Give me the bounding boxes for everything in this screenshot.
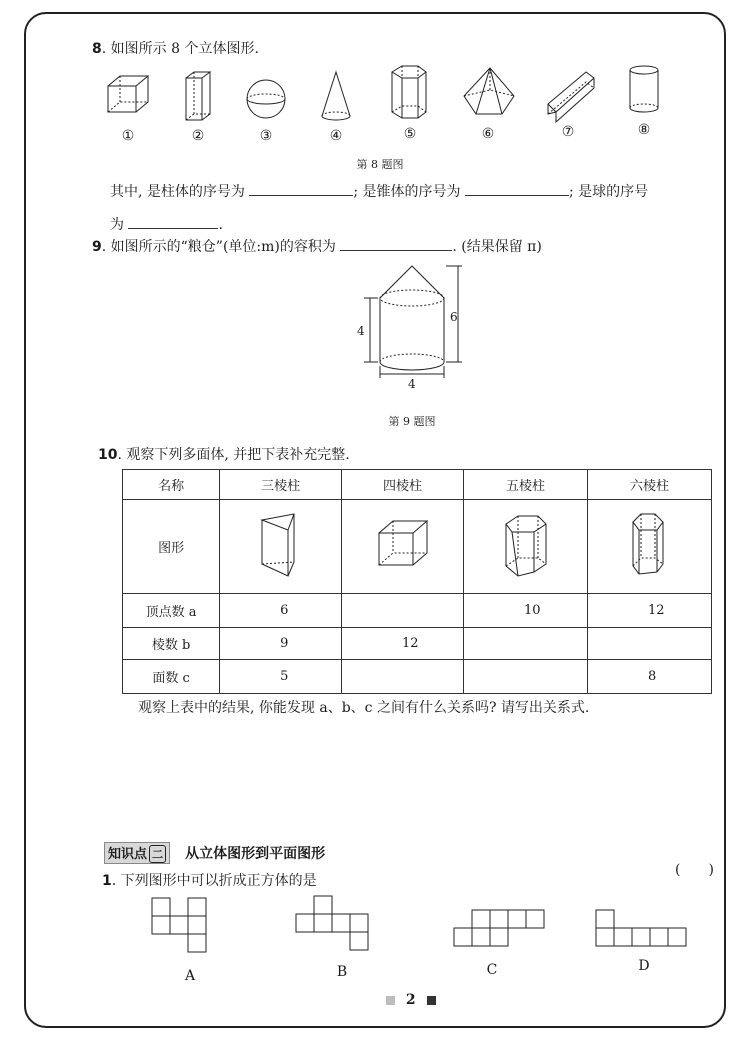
footer-square-left [386, 996, 395, 1005]
q1-answer-paren[interactable]: ( ) [675, 862, 714, 878]
net-option-d [596, 910, 686, 946]
option-label-a[interactable]: A [184, 968, 196, 984]
solid-tall-prism [186, 72, 210, 120]
section-heading [104, 842, 325, 864]
cell-blank[interactable] [588, 628, 712, 660]
table-figure-row [123, 500, 712, 594]
q9-number: 9 [92, 239, 102, 255]
row-label-faces: 面数 c [123, 660, 220, 694]
cell-blank[interactable] [464, 628, 588, 660]
solid-label-7: ⑦ [561, 124, 575, 140]
dim-bottom: 4 [408, 377, 416, 391]
figure-quad-prism [342, 500, 464, 594]
table-row [123, 594, 712, 628]
q8-caption: 第 8 题图 [356, 158, 404, 171]
section-badge: 知识点 二 [104, 842, 170, 864]
header-name: 名称 [123, 470, 220, 500]
solid-label-6: ⑥ [481, 126, 495, 142]
answer-blank-sphere[interactable] [128, 227, 218, 229]
header-penta-prism: 五棱柱 [464, 470, 588, 500]
q1-number: 1 [102, 873, 112, 889]
q9-caption: 第 9 题图 [388, 415, 436, 428]
solid-pyramid [464, 68, 514, 114]
solid-tri-prism [548, 72, 594, 122]
q8-answer-line2: 为 . [110, 217, 223, 233]
option-label-d[interactable]: D [638, 958, 650, 974]
cube-nets [150, 896, 710, 958]
dim-right: 6 [450, 310, 458, 324]
cell: 10 [464, 594, 588, 628]
q9-title: 9. 如图所示的“粮仓”(单位:m)的容积为 . (结果保留 π) [92, 239, 542, 255]
q8-answer-line1: 其中, 是柱体的序号为 ; 是锥体的序号为 ; 是球的序号 [110, 184, 649, 200]
granary-figure [356, 262, 476, 402]
answer-blank-volume[interactable] [340, 249, 452, 251]
header-quad-prism: 四棱柱 [342, 470, 464, 500]
solid-cone [322, 72, 350, 120]
cell: 5 [220, 660, 342, 694]
hexa-prism-icon [625, 510, 675, 580]
row-label-figure: 图形 [123, 500, 220, 594]
net-option-b [296, 896, 368, 950]
table-header-row [123, 470, 712, 500]
solid-label-5: ⑤ [403, 126, 417, 142]
table-row [123, 660, 712, 694]
section-badge-number: 二 [149, 845, 166, 863]
q1-title: 1. 下列图形中可以折成正方体的是 [102, 873, 317, 889]
cell-blank[interactable] [464, 660, 588, 694]
option-label-b[interactable]: B [336, 964, 348, 980]
table-row [123, 628, 712, 660]
figure-tri-prism [220, 500, 342, 594]
q8-solids [100, 64, 700, 124]
cell-blank[interactable] [342, 594, 464, 628]
row-label-edges: 棱数 b [123, 628, 220, 660]
polyhedra-table [122, 469, 712, 694]
cell: 6 [220, 594, 342, 628]
q10-title: 10. 观察下列多面体, 并把下表补充完整. [98, 447, 350, 463]
q10-number: 10 [98, 447, 118, 463]
tri-prism-icon [256, 510, 306, 580]
q8-title [92, 38, 259, 58]
cell-blank[interactable] [342, 660, 464, 694]
header-tri-prism: 三棱柱 [220, 470, 342, 500]
solid-cylinder [630, 66, 658, 112]
row-label-vertices: 顶点数 a [123, 594, 220, 628]
dim-left: 4 [357, 324, 365, 338]
solid-label-4: ④ [329, 128, 343, 144]
solid-sphere [247, 80, 285, 118]
option-label-c[interactable]: C [486, 962, 498, 978]
solid-label-8: ⑧ [637, 122, 651, 138]
solid-label-1: ① [121, 128, 135, 144]
header-hexa-prism: 六棱柱 [588, 470, 712, 500]
section-title: 从立体图形到平面图形 [185, 846, 326, 862]
figure-penta-prism [464, 500, 588, 594]
quad-prism-icon [373, 515, 433, 575]
solid-label-2: ② [191, 128, 205, 144]
q8-number: 8 [92, 41, 102, 57]
solid-label-3: ③ [259, 128, 273, 144]
cell: 12 [342, 628, 464, 660]
answer-blank-pyramid[interactable] [465, 194, 569, 196]
penta-prism-icon [496, 510, 556, 580]
net-option-a [152, 898, 206, 952]
cell: 12 [588, 594, 712, 628]
footer-square-right [427, 996, 436, 1005]
solid-cube [108, 76, 148, 112]
figure-hexa-prism [588, 500, 712, 594]
net-option-c [454, 910, 544, 946]
cell: 8 [588, 660, 712, 694]
answer-blank-prism[interactable] [249, 194, 353, 196]
page-number: 2 [405, 992, 416, 1008]
q10-observe: 观察上表中的结果, 你能发现 a、b、c 之间有什么关系吗? 请写出关系式. [138, 700, 590, 716]
cell: 9 [220, 628, 342, 660]
page-footer [386, 992, 436, 1008]
q8-text: . 如图所示 8 个立体图形. [101, 41, 259, 57]
solid-hex-prism [392, 66, 426, 118]
